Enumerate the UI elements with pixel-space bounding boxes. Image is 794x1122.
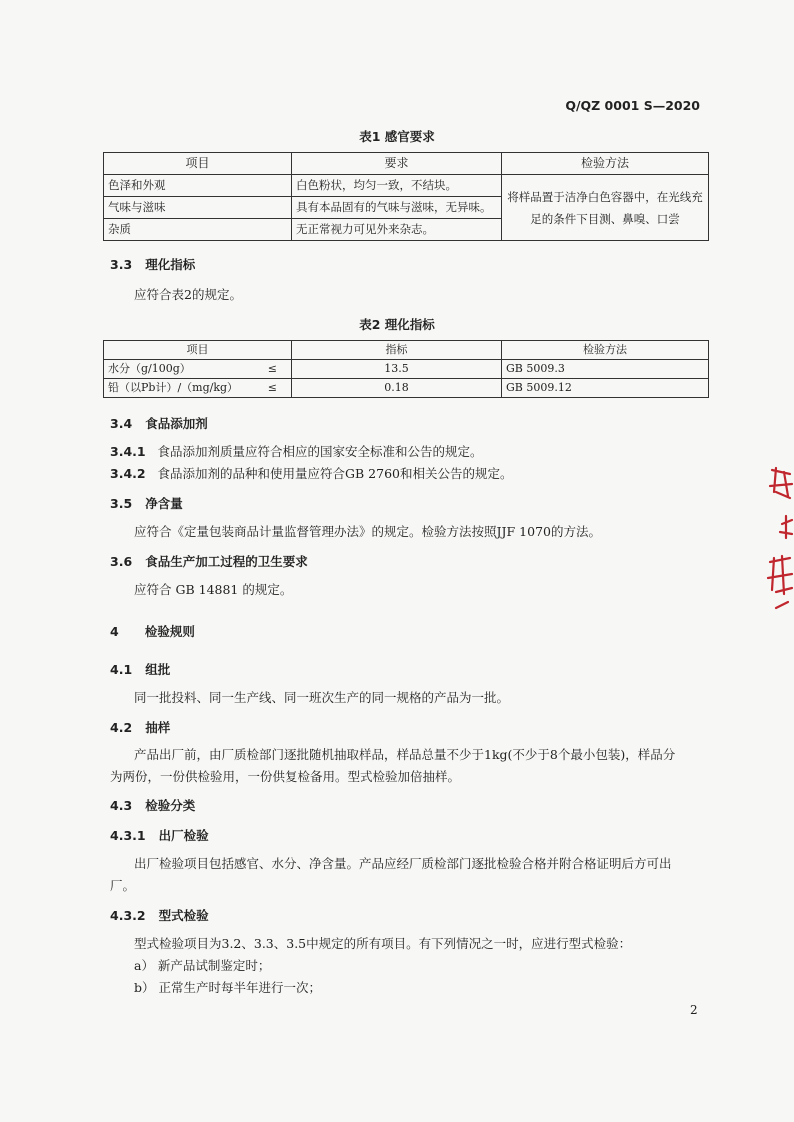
table2-cell: 0.18 — [292, 379, 502, 398]
section-title: 净含量 — [145, 496, 183, 511]
table1-cell: 色泽和外观 — [104, 175, 292, 197]
item-label: 水分（g/100g） — [108, 361, 191, 375]
section-number: 4.3.1 — [110, 828, 146, 843]
section-title: 理化指标 — [145, 257, 196, 272]
section-4-3-1-text-line2: 厂。 — [110, 878, 136, 893]
section-4-2-text-line1: 产品出厂前，由厂质检部门逐批随机抽取样品，样品总量不少于1kg(不少于8个最小包装)，样品分 — [134, 747, 676, 762]
table2-cell — [104, 379, 292, 398]
section-number: 4.3.2 — [110, 908, 146, 923]
section-number: 3.6 — [110, 554, 133, 569]
section-title: 抽样 — [145, 720, 171, 735]
section-4-3-heading — [110, 796, 195, 814]
list-item: a） 新产品试制鉴定时； — [134, 958, 271, 973]
section-4-3-1-heading — [110, 826, 209, 844]
table2-caption: 表2 理化指标 — [359, 317, 435, 332]
table1-cell: 具有本品固有的气味与滋味，无异味。 — [292, 197, 502, 219]
section-number: 4.1 — [110, 662, 133, 677]
table1-caption: 表1 感官要求 — [359, 129, 435, 144]
section-title: 组批 — [145, 662, 171, 677]
table2-physicochemical — [103, 340, 709, 398]
table1-header-req: 要求 — [292, 153, 502, 175]
document-id: Q/QZ 0001 S—2020 — [565, 98, 700, 113]
section-title: 检验分类 — [145, 798, 196, 813]
table-row — [104, 175, 709, 197]
section-4-heading — [110, 622, 195, 640]
table1-sensory — [103, 152, 709, 241]
section-3-3-heading — [110, 255, 195, 273]
section-3-3-text: 应符合表2的规定。 — [134, 287, 242, 302]
table1-method-cell: 将样品置于洁净白色容器中，在光线充足的条件下目测、鼻嗅、口尝 — [502, 175, 709, 241]
table1-header-item: 项目 — [104, 153, 292, 175]
item-label: 铅（以Pb计）/（mg/kg） — [108, 380, 239, 394]
clause-number: 3.4.1 — [110, 444, 146, 459]
section-4-3-2-text: 型式检验项目为3.2、3.3、3.5中规定的所有项目。有下列情况之一时，应进行型式检验： — [134, 936, 632, 951]
section-number: 3.4 — [110, 416, 133, 431]
table-row — [104, 360, 709, 379]
list-item: b） 正常生产时每半年进行一次； — [134, 980, 321, 995]
section-4-1-heading — [110, 660, 170, 678]
section-title: 检验规则 — [144, 624, 195, 639]
section-3-4-heading — [110, 414, 208, 432]
section-number: 4.3 — [110, 798, 133, 813]
section-title: 出厂检验 — [158, 828, 209, 843]
table1-cell: 杂质 — [104, 219, 292, 241]
section-3-5-heading — [110, 494, 183, 512]
table2-cell: GB 5009.3 — [502, 360, 709, 379]
section-4-2-heading — [110, 718, 170, 736]
section-title: 食品添加剂 — [145, 416, 208, 431]
table1-cell: 无正常视力可见外来杂志。 — [292, 219, 502, 241]
section-4-3-2-heading — [110, 906, 209, 924]
table1-cell: 白色粉状，均匀一致，不结块。 — [292, 175, 502, 197]
table1-header-method: 检验方法 — [502, 153, 709, 175]
section-number: 3.3 — [110, 257, 133, 272]
table2-header-method: 检验方法 — [502, 341, 709, 360]
section-4-3-1-text-line1: 出厂检验项目包括感官、水分、净含量。产品应经厂质检部门逐批检验合格并附合格证明后方可出 — [134, 856, 672, 871]
section-4-1-text: 同一批投料、同一生产线、同一班次生产的同一规格的产品为一批。 — [134, 690, 510, 705]
leq-symbol: ≤ — [267, 380, 277, 394]
section-number: 4 — [110, 624, 119, 639]
table2-cell: 13.5 — [292, 360, 502, 379]
clause-3-4-1 — [110, 440, 483, 464]
section-4-2-text-line2: 为两份，一份供检验用，一份供复检备用。型式检验加倍抽样。 — [110, 769, 461, 784]
section-title: 食品生产加工过程的卫生要求 — [145, 554, 308, 569]
section-number: 3.5 — [110, 496, 133, 511]
leq-symbol: ≤ — [267, 361, 277, 375]
section-3-6-text: 应符合 GB 14881 的规定。 — [134, 582, 293, 597]
clause-number: 3.4.2 — [110, 466, 146, 481]
table2-header-value: 指标 — [292, 341, 502, 360]
table2-cell: GB 5009.12 — [502, 379, 709, 398]
page-number: 2 — [690, 1003, 698, 1017]
section-title: 型式检验 — [158, 908, 209, 923]
table-row — [104, 379, 709, 398]
section-3-6-heading — [110, 552, 308, 570]
table2-cell — [104, 360, 292, 379]
table2-header-item: 项目 — [104, 341, 292, 360]
section-number: 4.2 — [110, 720, 133, 735]
clause-3-4-2 — [110, 462, 512, 486]
clause-text: 食品添加剂的品种和使用量应符合GB 2760和相关公告的规定。 — [157, 466, 513, 481]
clause-text: 食品添加剂质量应符合相应的国家安全标准和公告的规定。 — [157, 444, 483, 459]
table1-cell: 气味与滋味 — [104, 197, 292, 219]
seal-stamp-icon — [762, 462, 794, 612]
section-3-5-text: 应符合《定量包装商品计量监督管理办法》的规定。检验方法按照JJF 1070的方法。 — [134, 524, 601, 539]
